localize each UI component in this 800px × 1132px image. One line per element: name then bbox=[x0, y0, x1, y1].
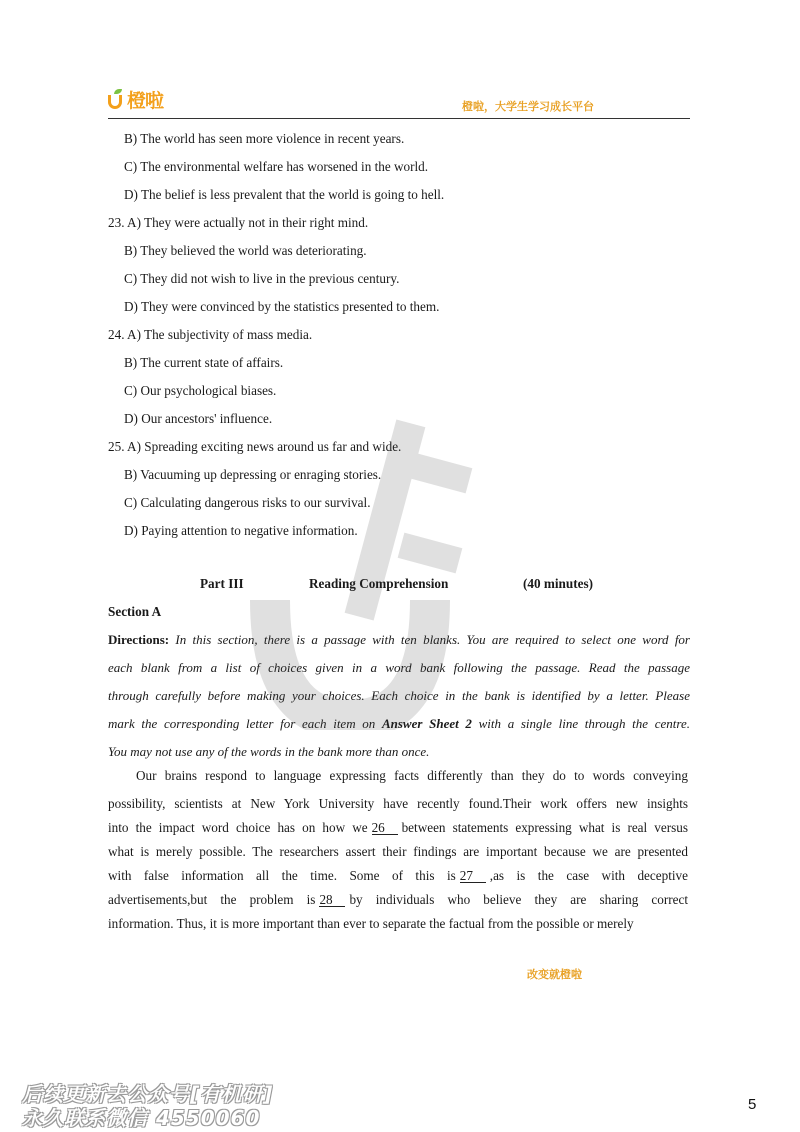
part-title: Reading Comprehension bbox=[309, 576, 449, 591]
passage-line-3: into the impact word choice has on how we 26 between statements expressing what is real versus bbox=[108, 820, 688, 835]
page-number: 5 bbox=[748, 1096, 757, 1113]
page-header bbox=[108, 84, 690, 119]
header-slogan: 橙啦，大学生学习成长平台 bbox=[462, 100, 594, 113]
orange-logo-icon bbox=[108, 89, 126, 111]
part-label: Part III bbox=[200, 576, 244, 591]
directions-line-1: Directions: In this section, there is a passage with ten blanks. You are required to select one word for bbox=[108, 632, 690, 647]
answer-sheet-ref: Answer Sheet 2 bbox=[381, 716, 472, 731]
part-time: (40 minutes) bbox=[523, 576, 593, 591]
footer-slogan: 改变就橙啦 bbox=[527, 968, 582, 981]
directions-line-4: mark the corresponding letter for each item on Answer Sheet 2 with a single line through the centre. bbox=[108, 716, 690, 731]
q23-option-b: B) They believed the world was deteriorating. bbox=[124, 243, 367, 258]
brand-logo bbox=[108, 86, 163, 113]
passage-line-5: with false information all the time. Some of this is 27 ,as is the case with deceptive bbox=[108, 868, 688, 883]
q24-option-a: 24. A) The subjectivity of mass media. bbox=[108, 327, 313, 342]
q25-option-d: D) Paying attention to negative information. bbox=[124, 523, 358, 538]
q25-option-b: B) Vacuuming up depressing or enraging stories. bbox=[124, 467, 382, 482]
directions-line-2: each blank from a list of choices given in a word bank following the passage. Read the passage bbox=[108, 660, 690, 675]
passage-line-2: possibility, scientists at New York University have recently found.Their work offers new insights bbox=[108, 796, 688, 811]
directions-label: Directions: bbox=[108, 632, 170, 647]
q25-option-c: C) Calculating dangerous risks to our survival. bbox=[124, 495, 371, 510]
q24-option-b: B) The current state of affairs. bbox=[124, 355, 284, 370]
logo-text: 橙啦 bbox=[127, 90, 164, 112]
bottom-watermark-line-2: 永久联系微信 4550060 bbox=[22, 1106, 261, 1130]
q23-option-a: 23. A) They were actually not in their right mind. bbox=[108, 215, 369, 230]
section-heading: Section A bbox=[108, 604, 162, 619]
q22-option-c: C) The environmental welfare has worsened in the world. bbox=[124, 159, 429, 174]
passage-line-1: Our brains respond to language expressing facts differently than they do to words conveying bbox=[136, 768, 688, 783]
passage-line-6: advertisements,but the problem is 28 by individuals who believe they are sharing correct bbox=[108, 892, 689, 907]
blank-27: 27 bbox=[460, 869, 486, 883]
directions-line-5: You may not use any of the words in the bank more than once. bbox=[108, 744, 430, 759]
q24-option-d: D) Our ancestors' influence. bbox=[124, 411, 273, 426]
q25-option-a: 25. A) Spreading exciting news around us far and wide. bbox=[108, 439, 402, 454]
passage-line-7: information. Thus, it is more important than ever to separate the factual from the possible or merely bbox=[108, 916, 634, 931]
q22-option-d: D) The belief is less prevalent that the world is going to hell. bbox=[124, 187, 445, 202]
q24-option-c: C) Our psychological biases. bbox=[124, 383, 277, 398]
q23-option-c: C) They did not wish to live in the previous century. bbox=[124, 271, 400, 286]
passage-line-4: what is merely possible. The researchers assert their findings are important because we are presented bbox=[108, 844, 688, 859]
bottom-watermark-line-1: 后续更新去公众号[有机研] bbox=[22, 1082, 274, 1106]
blank-28: 28 bbox=[319, 893, 345, 907]
q23-option-d: D) They were convinced by the statistics presented to them. bbox=[124, 299, 440, 314]
q22-option-b: B) The world has seen more violence in recent years. bbox=[124, 131, 405, 146]
directions-line-3: through carefully before making your choices. Each choice in the bank is identified by a letter. Please bbox=[108, 688, 690, 703]
blank-26: 26 bbox=[372, 821, 398, 835]
